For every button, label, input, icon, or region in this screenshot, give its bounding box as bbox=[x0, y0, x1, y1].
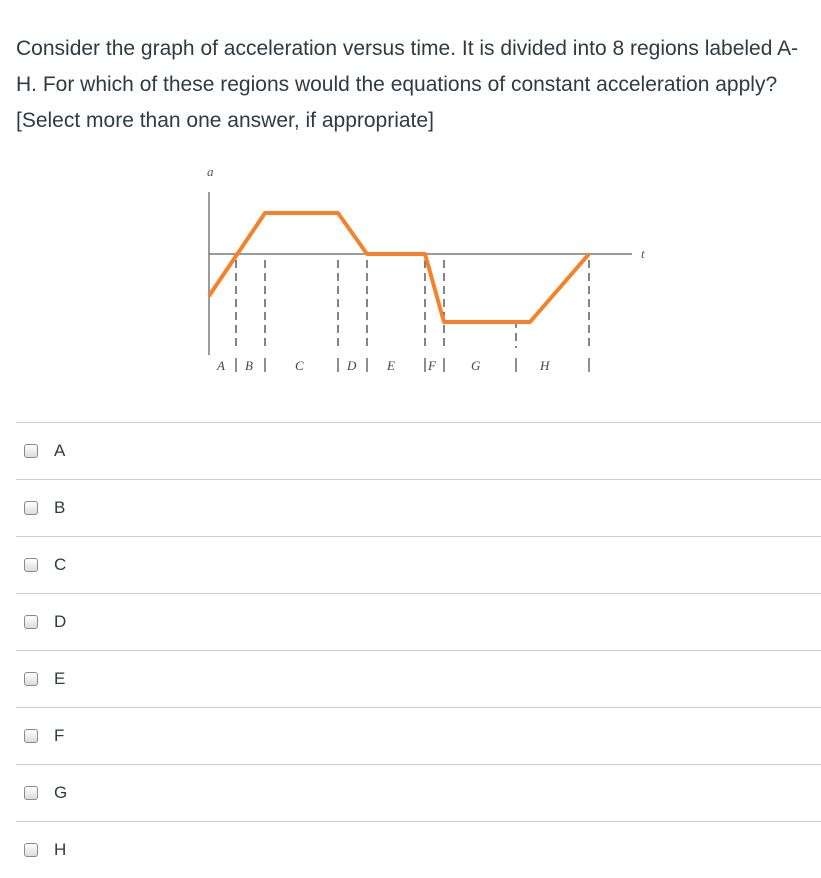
answer-option-b[interactable] bbox=[16, 479, 821, 536]
region-dividers bbox=[236, 260, 589, 348]
answer-list bbox=[16, 422, 821, 878]
answer-option-e[interactable] bbox=[16, 650, 821, 707]
region-label-g: G bbox=[471, 358, 481, 373]
region-label-b: B bbox=[245, 358, 253, 373]
checkbox-a[interactable] bbox=[24, 444, 38, 458]
answer-label-f[interactable]: F bbox=[54, 726, 65, 745]
answer-option-a[interactable] bbox=[16, 422, 821, 479]
answer-label-a[interactable]: A bbox=[54, 441, 66, 460]
answer-label-b[interactable]: B bbox=[54, 498, 66, 517]
question-text: Consider the graph of acceleration versus time. It is divided into 8 regions labeled A-H. For which of these regions would the equations of constant acceleration apply? [Select more than one answer, if appropriate] bbox=[16, 37, 799, 132]
y-axis-label: a bbox=[207, 164, 214, 179]
answer-option-c[interactable] bbox=[16, 536, 821, 593]
checkbox-f[interactable] bbox=[24, 729, 38, 743]
answer-label-c[interactable]: C bbox=[54, 555, 67, 574]
region-label-c: C bbox=[295, 358, 304, 373]
checkbox-d[interactable] bbox=[24, 615, 38, 629]
checkbox-h[interactable] bbox=[24, 843, 38, 857]
answer-option-f[interactable] bbox=[16, 707, 821, 764]
answer-option-d[interactable] bbox=[16, 593, 821, 650]
answer-option-h[interactable] bbox=[16, 821, 821, 878]
region-label-f: F bbox=[428, 358, 436, 373]
answer-label-e[interactable]: E bbox=[54, 669, 66, 688]
checkbox-c[interactable] bbox=[24, 558, 38, 572]
checkbox-b[interactable] bbox=[24, 501, 38, 515]
acceleration-curve bbox=[209, 213, 589, 322]
answer-label-d[interactable]: D bbox=[54, 612, 67, 631]
answer-label-h[interactable]: H bbox=[54, 840, 67, 859]
acceleration-time-graph bbox=[195, 160, 665, 385]
checkbox-e[interactable] bbox=[24, 672, 38, 686]
region-label-d: D bbox=[347, 358, 357, 373]
region-label-e: E bbox=[387, 358, 395, 373]
region-label-h: H bbox=[540, 358, 550, 373]
checkbox-g[interactable] bbox=[24, 786, 38, 800]
answer-option-g[interactable] bbox=[16, 764, 821, 821]
region-label-group bbox=[216, 358, 550, 373]
x-axis-label: t bbox=[641, 246, 645, 261]
region-label-a: A bbox=[217, 358, 225, 373]
answer-label-g[interactable]: G bbox=[54, 783, 68, 802]
region-label-separators bbox=[236, 358, 589, 372]
